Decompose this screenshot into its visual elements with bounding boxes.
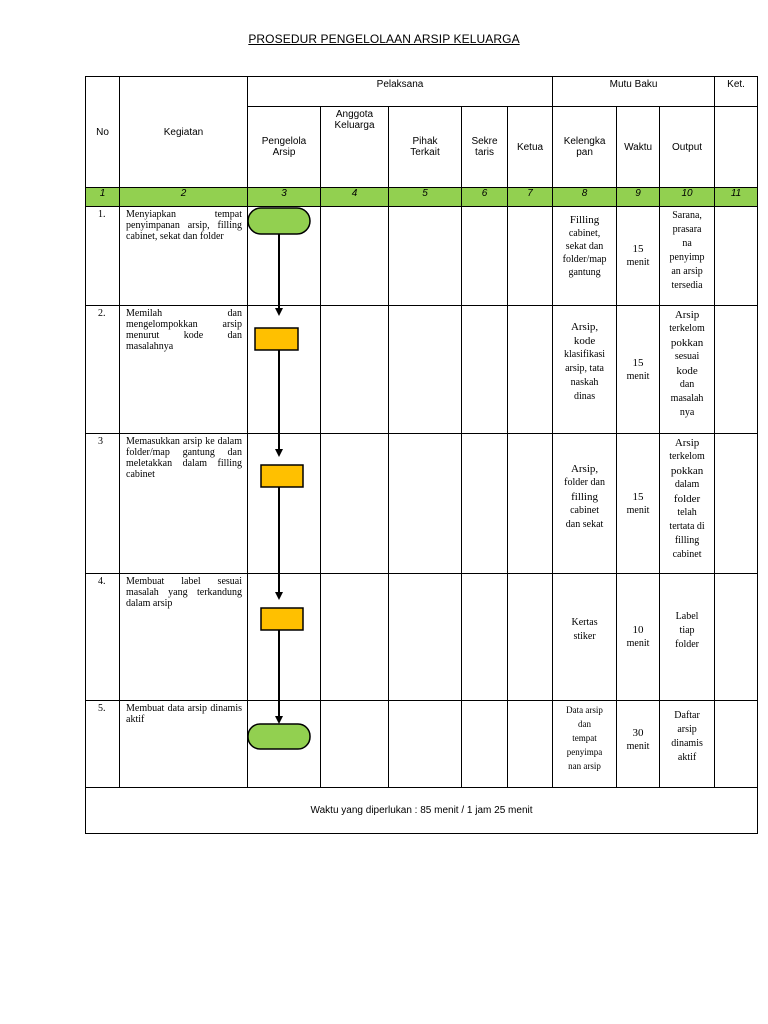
cell-pihak	[389, 207, 462, 306]
header-sekre-line2: taris	[475, 147, 494, 158]
row-waktu	[617, 207, 660, 306]
text-line: Data arsip	[566, 705, 603, 715]
row-kegiatan: Membuat label sesuai masalah yang terkandung dalam arsip	[120, 574, 248, 701]
row-number: 1.	[86, 207, 120, 306]
cell-sekretaris	[462, 434, 508, 574]
cell-ketua	[508, 434, 553, 574]
column-number: 9	[617, 188, 660, 207]
text-line: pokkan	[670, 465, 704, 477]
text-line: arsip	[677, 724, 697, 735]
row-number: 4.	[86, 574, 120, 701]
header-ket: Ket.	[715, 77, 758, 107]
header-mutu-baku: Mutu Baku	[553, 77, 715, 107]
text-line: folder dan	[564, 477, 605, 488]
table-row	[86, 574, 758, 701]
text-line: dan	[578, 719, 592, 729]
header-pengelola-arsip	[248, 107, 321, 188]
header-kelengkapan-line1: Kelengka	[563, 136, 606, 147]
table-row	[86, 434, 758, 574]
text-line: folder	[673, 493, 701, 505]
table-row	[86, 306, 758, 434]
text-line: stiker	[573, 631, 596, 642]
text-line: Arsip	[674, 309, 700, 321]
text-line: pokkan	[670, 337, 704, 349]
cell-pengelola	[248, 306, 321, 434]
text-line: cabinet,	[568, 228, 601, 239]
text-line: dalam	[674, 479, 700, 490]
header-pihak-line1: Pihak	[412, 136, 438, 147]
text-line: sesuai	[674, 351, 700, 362]
cell-anggota	[321, 434, 389, 574]
text-line: kode	[676, 365, 698, 377]
column-number: 8	[553, 188, 617, 207]
text-line: Kertas	[571, 617, 598, 628]
row-kegiatan: Memilah dan mengelompokkan arsip menurut kode dan masalahnya	[120, 306, 248, 434]
header-kelengkapan	[553, 107, 617, 188]
row-waktu	[617, 701, 660, 788]
cell-pihak	[389, 306, 462, 434]
text-line: terkelom	[669, 451, 705, 462]
text-line: Arsip	[674, 437, 700, 449]
cell-sekretaris	[462, 207, 508, 306]
cell-pihak	[389, 574, 462, 701]
text-line: klasifikasi	[563, 349, 606, 360]
row-number: 2.	[86, 306, 120, 434]
header-pengelola-line1: Pengelola	[261, 136, 307, 147]
column-number: 5	[389, 188, 462, 207]
row-output	[660, 701, 715, 788]
column-number-row	[86, 188, 758, 207]
cell-sekretaris	[462, 701, 508, 788]
row-kelengkapan	[553, 306, 617, 434]
text-line: menit	[626, 370, 650, 382]
column-number: 7	[508, 188, 553, 207]
cell-ketua	[508, 701, 553, 788]
row-output	[660, 574, 715, 701]
text-line: filling	[674, 535, 700, 546]
text-line: Daftar	[674, 710, 700, 721]
text-line: tersedia	[671, 280, 703, 291]
column-number: 6	[462, 188, 508, 207]
row-output	[660, 207, 715, 306]
header-anggota-keluarga	[321, 107, 389, 188]
text-line: arsip, tata	[565, 363, 604, 374]
row-waktu	[617, 434, 660, 574]
cell-pihak	[389, 434, 462, 574]
row-output	[660, 434, 715, 574]
text-line: Label	[675, 611, 699, 622]
text-line: menit	[626, 504, 650, 516]
header-anggota-line2: Keluarga	[334, 120, 375, 131]
header-pihak-line2: Terkait	[410, 147, 440, 158]
procedure-table	[85, 76, 758, 834]
row-kegiatan: Memasukkan arsip ke dalam folder/map gantung dan meletakkan dalam filling cabinet	[120, 434, 248, 574]
header-no: No	[86, 77, 120, 188]
cell-ketua	[508, 207, 553, 306]
column-number: 11	[715, 188, 758, 207]
row-kelengkapan	[553, 701, 617, 788]
text-line: nan arsip	[568, 761, 601, 771]
text-line: menit	[626, 741, 650, 752]
header-pengelola-line2: Arsip	[272, 147, 296, 158]
text-line: na	[682, 238, 692, 249]
text-line: nya	[679, 407, 695, 418]
text-line: 15	[632, 243, 644, 255]
column-number: 3	[248, 188, 321, 207]
row-kelengkapan	[553, 574, 617, 701]
header-anggota-line1: Anggota	[335, 109, 374, 120]
row-output	[660, 306, 715, 434]
text-line: Arsip,	[570, 463, 599, 475]
row-kelengkapan	[553, 434, 617, 574]
row-number: 3	[86, 434, 120, 574]
cell-sekretaris	[462, 574, 508, 701]
text-line: prasara	[672, 224, 702, 235]
header-waktu: Waktu	[617, 107, 660, 188]
row-kegiatan: Membuat data arsip dinamis aktif	[120, 701, 248, 788]
row-waktu	[617, 574, 660, 701]
cell-pengelola	[248, 701, 321, 788]
cell-sekretaris	[462, 306, 508, 434]
header-sekre-line1: Sekre	[471, 136, 498, 147]
header-ket-sub	[715, 107, 758, 188]
text-line: Sarana,	[672, 210, 702, 221]
row-ket	[715, 701, 758, 788]
row-kelengkapan	[553, 207, 617, 306]
row-ket	[715, 306, 758, 434]
header-ketua: Ketua	[508, 107, 553, 188]
cell-pengelola	[248, 574, 321, 701]
column-number: 10	[660, 188, 715, 207]
text-line: menit	[626, 257, 650, 268]
text-line: naskah	[570, 377, 599, 388]
text-line: dinamis	[671, 738, 703, 749]
text-line: tiap	[679, 625, 695, 636]
column-number: 4	[321, 188, 389, 207]
text-line: 10	[632, 624, 644, 636]
cell-ketua	[508, 574, 553, 701]
text-line: cabinet	[672, 549, 702, 560]
header-kelengkapan-line2: pan	[576, 147, 593, 158]
text-line: masalah	[670, 393, 704, 404]
row-number: 5.	[86, 701, 120, 788]
table-row	[86, 207, 758, 306]
cell-pengelola	[248, 434, 321, 574]
cell-pihak	[389, 701, 462, 788]
text-line: dan	[679, 379, 695, 390]
text-line: folder	[675, 639, 699, 650]
text-line: 15	[632, 490, 644, 503]
row-ket	[715, 434, 758, 574]
text-line: dinas	[573, 391, 596, 402]
text-line: tertata di	[669, 521, 705, 532]
cell-anggota	[321, 306, 389, 434]
table-row	[86, 701, 758, 788]
text-line: cabinet	[570, 505, 599, 516]
cell-pengelola	[248, 207, 321, 306]
text-line: an arsip	[671, 266, 703, 277]
row-ket	[715, 207, 758, 306]
row-kegiatan: Menyiapkan tempat penyimpanan arsip, filling cabinet, sekat dan folder	[120, 207, 248, 306]
text-line: filling	[571, 491, 598, 503]
text-line: folder/map	[562, 254, 607, 265]
text-line: tempat	[572, 733, 597, 743]
column-number: 1	[86, 188, 120, 207]
text-line: telah	[677, 507, 697, 518]
text-line: Arsip,	[570, 321, 599, 333]
row-waktu	[617, 306, 660, 434]
text-line: gantung	[568, 267, 601, 278]
text-line: terkelom	[669, 323, 705, 334]
header-kegiatan: Kegiatan	[120, 77, 248, 188]
text-line: 15	[632, 356, 644, 369]
text-line: menit	[626, 638, 650, 649]
header-output: Output	[660, 107, 715, 188]
column-number: 2	[120, 188, 248, 207]
header-pelaksana: Pelaksana	[248, 77, 553, 107]
header-sekretaris	[462, 107, 508, 188]
total-time: Waktu yang diperlukan : 85 menit / 1 jam 25 menit	[86, 788, 758, 834]
cell-ketua	[508, 306, 553, 434]
page-title: PROSEDUR PENGELOLAAN ARSIP KELUARGA	[248, 32, 520, 46]
text-line: penyimp	[669, 252, 705, 263]
text-line: penyimpa	[566, 747, 603, 757]
cell-anggota	[321, 574, 389, 701]
row-ket	[715, 574, 758, 701]
cell-anggota	[321, 207, 389, 306]
text-line: aktif	[677, 752, 697, 763]
text-line: 30	[632, 727, 644, 739]
text-line: dan sekat	[565, 519, 604, 530]
header-pihak-terkait	[389, 107, 462, 188]
cell-anggota	[321, 701, 389, 788]
text-line: Filling	[569, 214, 600, 226]
text-line: sekat dan	[565, 241, 604, 252]
text-line: kode	[573, 335, 596, 347]
